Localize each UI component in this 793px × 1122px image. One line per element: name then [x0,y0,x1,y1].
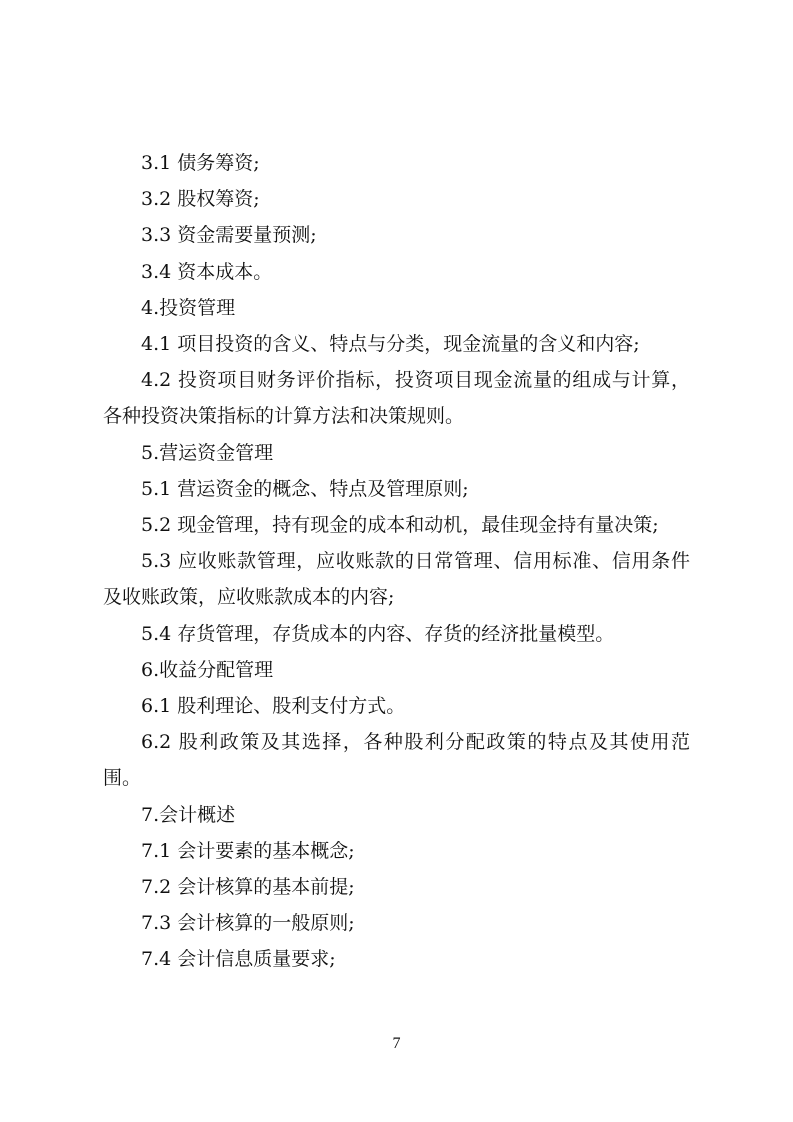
heading-7: 7.会计概述 [141,803,236,826]
paragraph-3-4: 3.4 资本成本。 [141,260,273,283]
heading-5: 5.营运资金管理 [141,441,274,464]
paragraph-4-1: 4.1 项目投资的含义、特点与分类，现金流量的含义和内容; [141,333,640,356]
page-number: 7 [392,1035,401,1052]
paragraph-3-1: 3.1 债务筹资; [141,152,260,174]
paragraph-7-4: 7.4 会计信息质量要求; [141,948,336,971]
paragraph-7-1: 7.1 会计要素的基本概念; [141,839,355,862]
paragraph-7-3: 7.3 会计核算的一般原则; [141,912,355,935]
paragraph-5-2: 5.2 现金管理，持有现金的成本和动机，最佳现金持有量决策; [141,514,659,537]
paragraph-5-3: 5.3 应收账款管理，应收账款的日常管理、信用标准、信用条件及收账政策，应收账款成本的内容; [103,550,690,609]
paragraph-3-2: 3.2 股权筹资; [141,188,260,211]
heading-6: 6.收益分配管理 [141,658,274,681]
paragraph-7-2: 7.2 会计核算的基本前提; [141,876,355,899]
paragraph-6-2: 6.2 股利政策及其选择，各种股利分配政策的特点及其使用范围。 [103,731,690,790]
paragraph-5-4: 5.4 存货管理，存货成本的内容、存货的经济批量模型。 [141,622,615,645]
paragraph-4-2: 4.2 投资项目财务评价指标，投资项目现金流量的组成与计算，各种投资决策指标的计算方法和决策规则。 [103,369,690,428]
document-body [103,145,690,978]
paragraph-6-1: 6.1 股利理论、股利支付方式。 [141,695,406,718]
heading-4: 4.投资管理 [141,296,236,319]
paragraph-3-3: 3.3 资金需要量预测; [141,224,317,247]
paragraph-5-1: 5.1 营运资金的概念、特点及管理原则; [141,477,469,500]
